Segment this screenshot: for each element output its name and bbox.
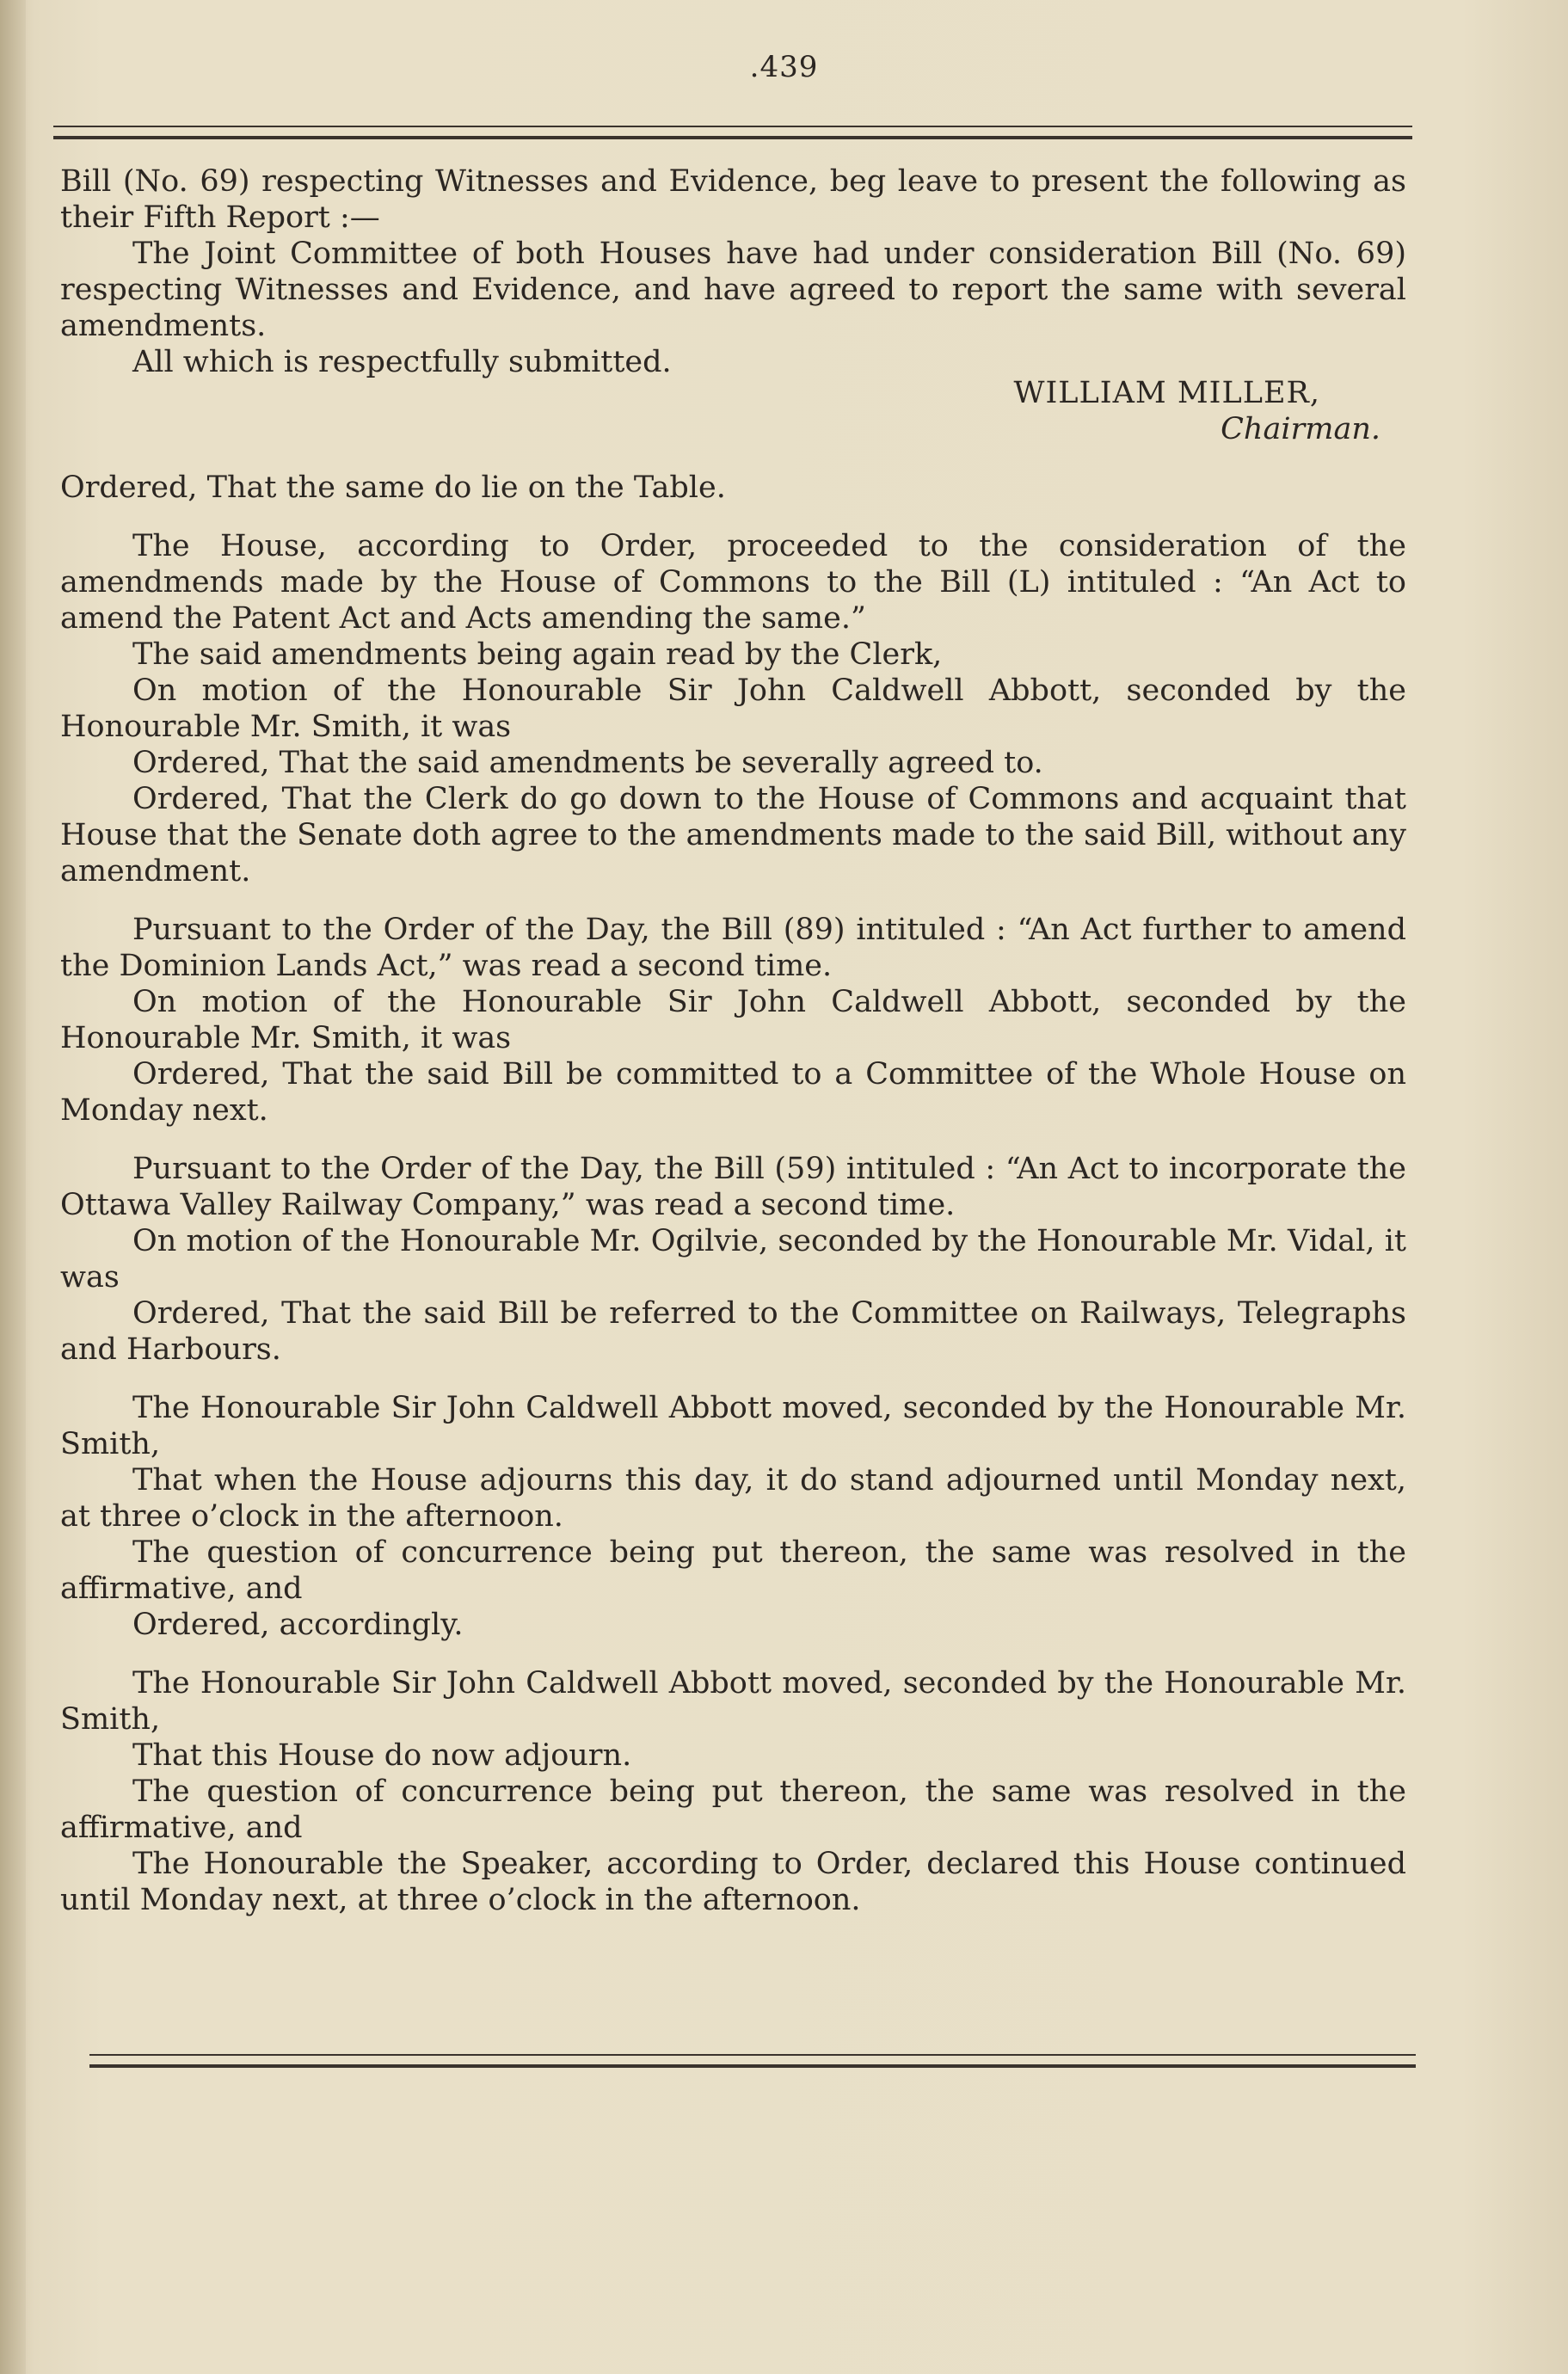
page-number: .439 — [749, 50, 819, 84]
paragraph: Pursuant to the Order of the Day, the Bill (89) intituled : “An Act further to amend the Dominion Lands Act,” was read a second time. — [60, 913, 1406, 983]
paragraph: On motion of the Honourable Sir John Caldwell Abbott, seconded by the Honourable Mr. Smith, it was — [60, 673, 1406, 744]
report-intro — [60, 163, 1406, 380]
signature-title: Chairman. — [1221, 412, 1380, 446]
paragraph: Pursuant to the Order of the Day, the Bill (59) intituled : “An Act to incorporate the Ottawa Valley Railway Company,” was read a second time. — [60, 1152, 1406, 1222]
signature-name: WILLIAM MILLER, — [1013, 376, 1320, 410]
paragraph: That this House do now adjourn. — [132, 1738, 632, 1773]
paragraph: On motion of the Honourable Mr. Ogilvie, seconded by the Honourable Mr. Vidal, it was — [60, 1224, 1406, 1295]
paragraph: On motion of the Honourable Sir John Caldwell Abbott, seconded by the Honourable Mr. Smith, it was — [60, 985, 1406, 1055]
paragraph: The House, according to Order, proceeded to the consideration of the amendmends made by the House of Commons to the Bill (L) intituled : “An Act to amend the Patent Act and Acts amending the same.” — [60, 529, 1406, 636]
paragraph: Ordered, That the said Bill be referred to the Committee on Railways, Telegraphs and Harbours. — [60, 1296, 1406, 1367]
page-content — [60, 163, 1406, 1918]
paragraph: That when the House adjourns this day, it do stand adjourned until Monday next, at three o’clock in the afternoon. — [60, 1463, 1406, 1534]
paragraph: All which is respectfully submitted. — [132, 345, 672, 379]
book-spine-shadow — [0, 0, 26, 2374]
paragraph: Bill (No. 69) respecting Witnesses and Evidence, beg leave to present the following as their Fifth Report :— — [60, 164, 1406, 235]
paragraph: The said amendments being again read by the Clerk, — [132, 637, 943, 672]
header-double-rule — [53, 126, 1412, 139]
paragraph: The question of concurrence being put thereon, the same was resolved in the affirmative, and — [60, 1535, 1406, 1606]
proceedings-body — [60, 470, 1406, 1918]
paragraph: Ordered, That the same do lie on the Table. — [60, 470, 726, 505]
footer-double-rule — [89, 2054, 1416, 2068]
paragraph: The Honourable the Speaker, according to Order, declared this House continued until Monday next, at three o’clock in the afternoon. — [60, 1847, 1406, 1917]
paragraph: The Honourable Sir John Caldwell Abbott moved, seconded by the Honourable Mr. Smith, — [60, 1391, 1406, 1461]
paragraph: The Honourable Sir John Caldwell Abbott moved, seconded by the Honourable Mr. Smith, — [60, 1666, 1406, 1737]
paragraph: Ordered, accordingly. — [132, 1608, 464, 1642]
paragraph: The question of concurrence being put thereon, the same was resolved in the affirmative, and — [60, 1774, 1406, 1845]
paragraph: Ordered, That the Clerk do go down to the House of Commons and acquaint that House that the Senate doth agree to the amendments made to the said Bill, without any amendment. — [60, 782, 1406, 889]
paragraph: Ordered, That the said Bill be committed to a Committee of the Whole House on Monday next. — [60, 1057, 1406, 1128]
paragraph: The Joint Committee of both Houses have had under consideration Bill (No. 69) respecting Witnesses and Evidence, and have agreed to report the same with several amendments. — [60, 237, 1406, 343]
paragraph: Ordered, That the said amendments be severally agreed to. — [132, 746, 1043, 780]
